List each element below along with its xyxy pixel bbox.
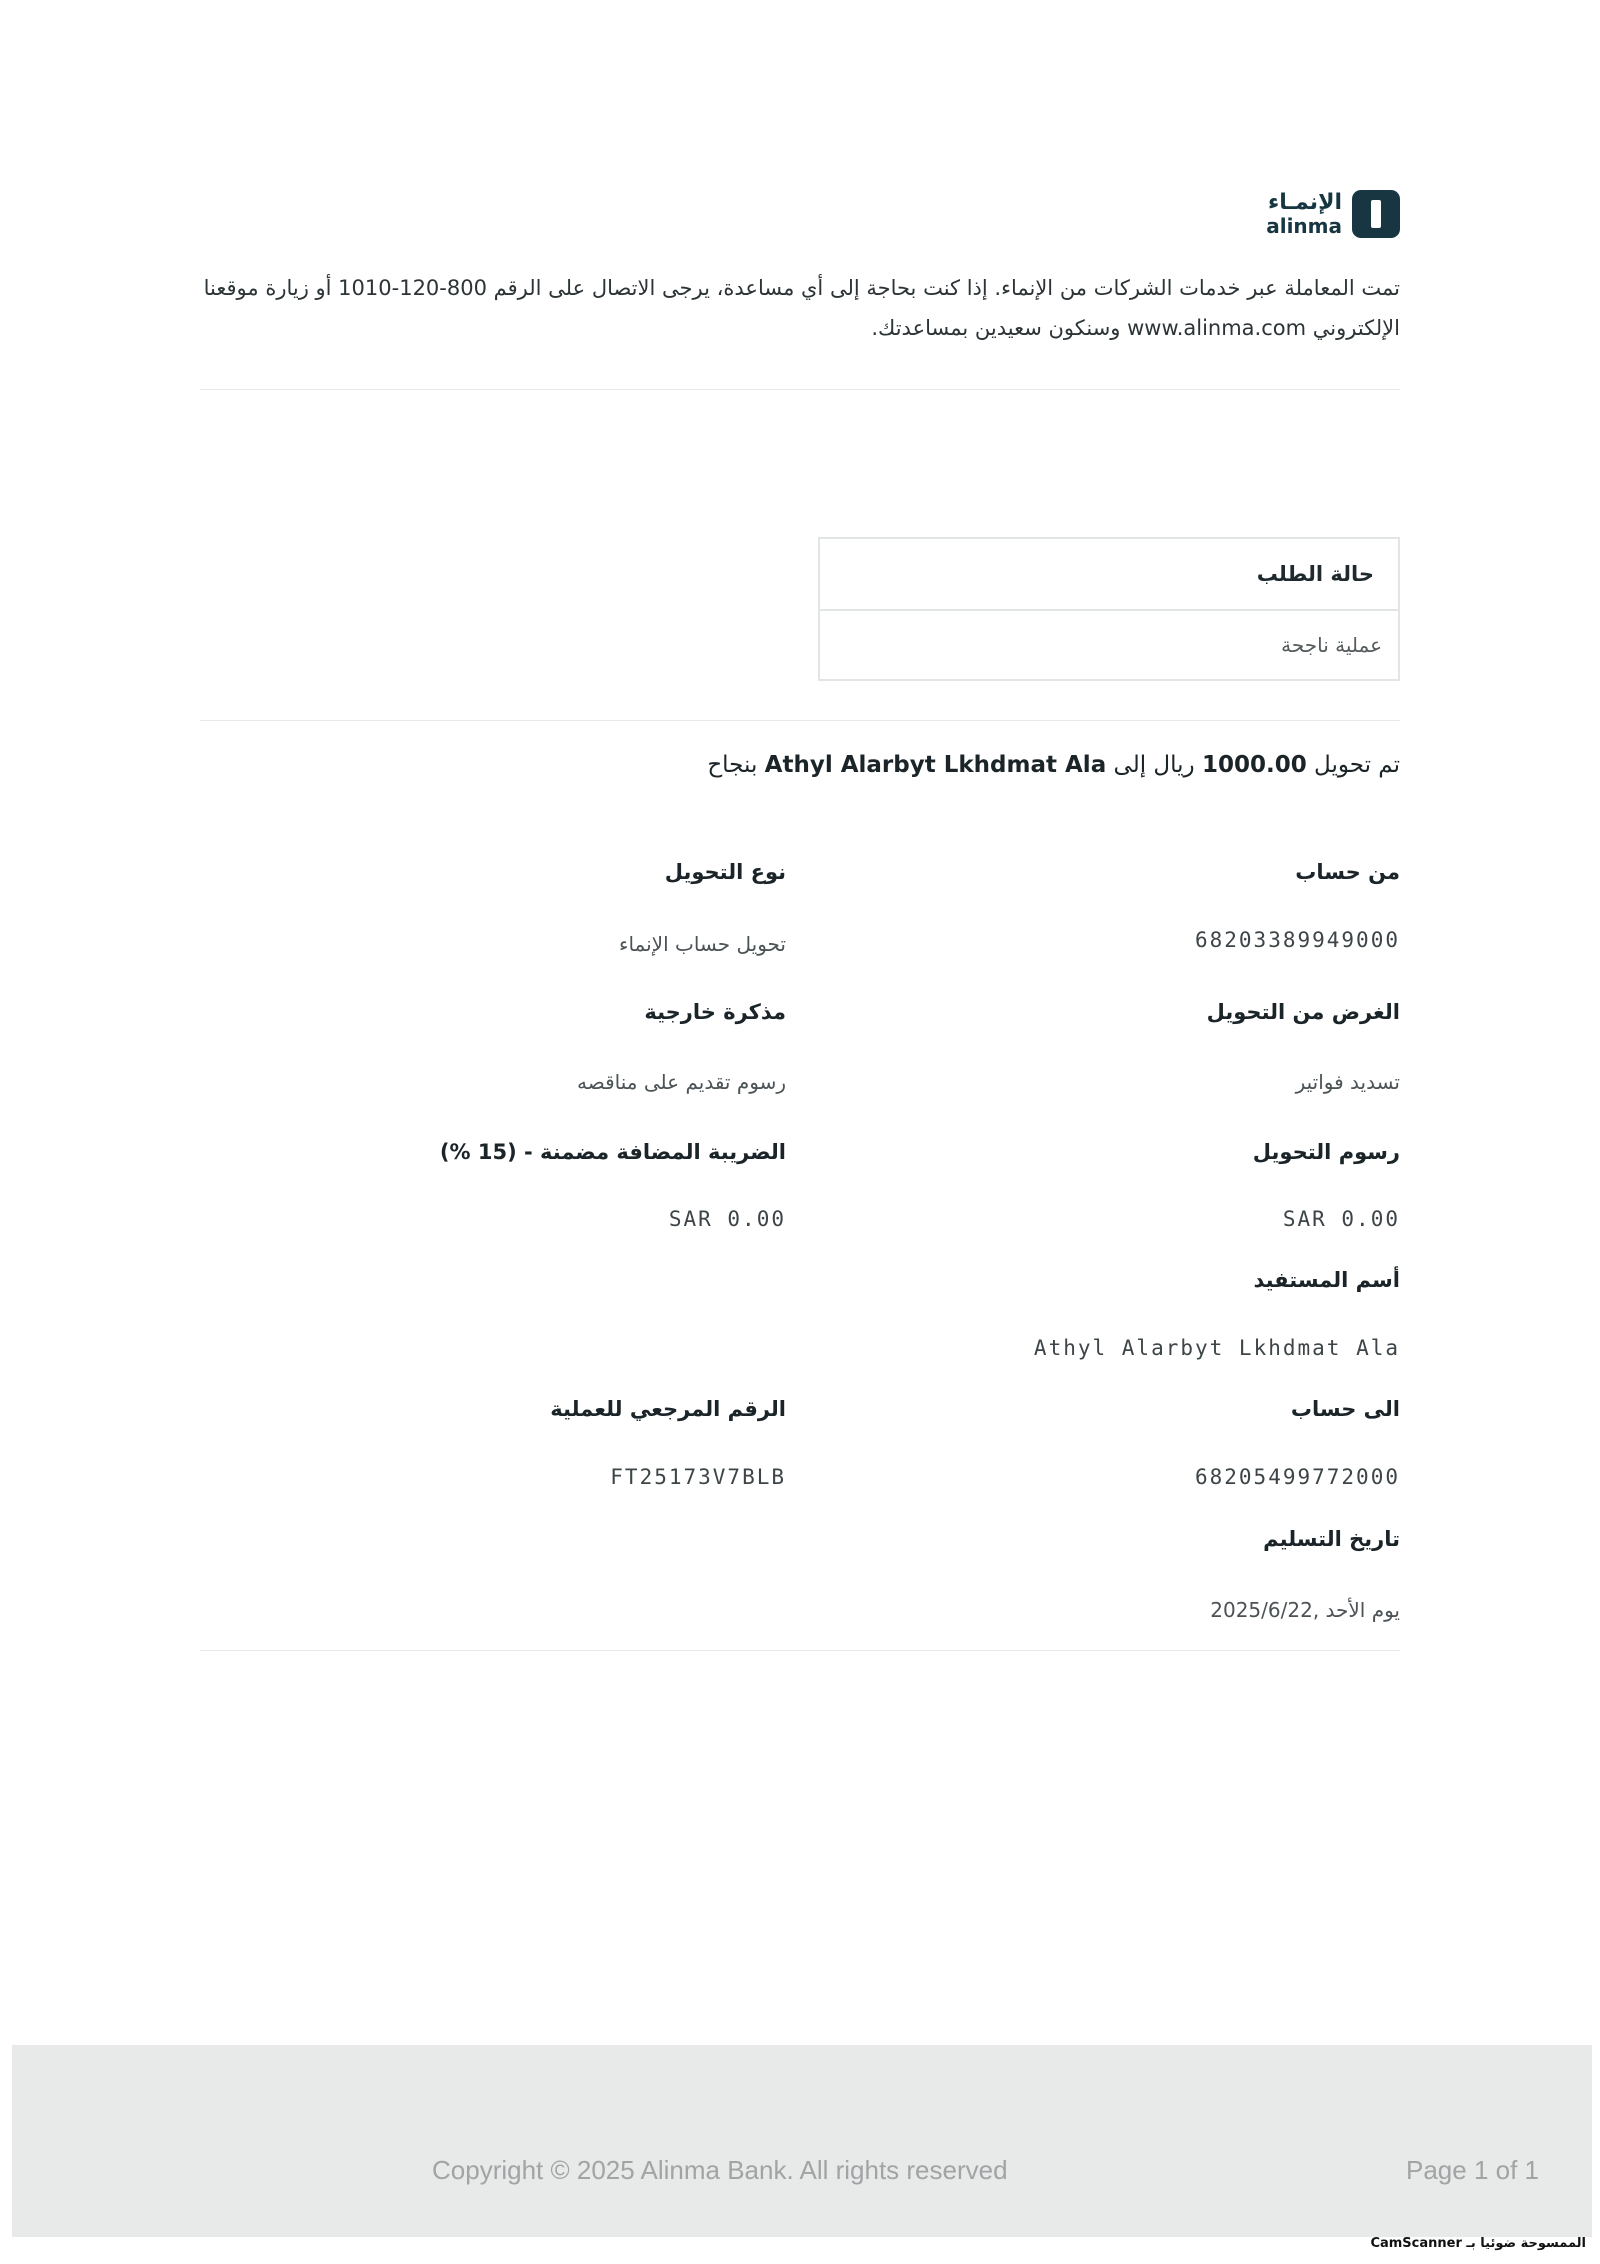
external-memo-label: مذكرة خارجية: [644, 1000, 786, 1024]
purpose-value: تسديد فواتير: [1295, 1070, 1400, 1094]
beneficiary-name-label: أسم المستفيد: [1253, 1268, 1400, 1292]
copyright-text: Copyright © 2025 Alinma Bank. All rights reserved: [432, 2155, 1008, 2185]
summary-amount: 1000.00: [1201, 752, 1307, 778]
delivery-date-value: يوم الأحد ,2025/6/22: [1210, 1598, 1400, 1622]
beneficiary-name-value: Athyl Alarbyt Lkhdmat Ala: [1033, 1336, 1400, 1360]
status-value: عملية ناجحة: [1281, 633, 1382, 657]
transfer-type-label: نوع التحويل: [664, 860, 786, 884]
footer-bar: [12, 2045, 1592, 2237]
purpose-label: الغرض من التحويل: [1206, 1000, 1400, 1024]
intro-text: تمت المعاملة عبر خدمات الشركات من الإنماء. إذا كنت بحاجة إلى أي مساعدة، يرجى الاتصال على الرقم 800-120-1010 أو زيارة موقعنا الإلكتروني www.alinma.com وسنكون سعيدين بمساعدتك.: [203, 276, 1400, 340]
request-status-box: [818, 537, 1400, 681]
summary-suffix: بنجاح: [707, 752, 765, 778]
from-account-value: 68203389949000: [1194, 928, 1400, 952]
divider: [200, 389, 1400, 390]
summary-middle: ريال إلى: [1106, 752, 1202, 778]
to-account-label: الى حساب: [1290, 1397, 1400, 1421]
summary-prefix: تم تحويل: [1306, 752, 1400, 778]
external-memo-value: رسوم تقديم على مناقصه: [577, 1070, 786, 1094]
alinma-logo: [1266, 188, 1400, 240]
transfer-fees-label: رسوم التحويل: [1252, 1140, 1400, 1164]
transfer-summary: [200, 752, 1400, 778]
summary-beneficiary: Athyl Alarbyt Lkhdmat Ala: [764, 752, 1107, 778]
reference-label: الرقم المرجعي للعملية: [550, 1397, 786, 1421]
from-account-label: من حساب: [1295, 860, 1400, 884]
page-number: Page 1 of 1: [1406, 2155, 1539, 2185]
logo-arabic: الإنمـاء: [1268, 190, 1342, 215]
divider: [200, 1650, 1400, 1651]
to-account-value: 68205499772000: [1194, 1465, 1400, 1489]
status-label: حالة الطلب: [820, 539, 1398, 611]
reference-value: FT25173V7BLB: [610, 1465, 786, 1489]
divider: [200, 720, 1400, 721]
delivery-date-label: تاريخ التسليم: [1263, 1527, 1400, 1551]
transfer-fees-value: SAR 0.00: [1282, 1207, 1400, 1231]
vat-value: SAR 0.00: [668, 1207, 786, 1231]
alinma-logo-icon: [1352, 190, 1400, 238]
logo-english: alinma: [1266, 214, 1342, 238]
transfer-type-value: تحويل حساب الإنماء: [619, 932, 786, 956]
vat-label: الضريبة المضافة مضمنة - (15 %): [439, 1140, 786, 1164]
scanner-watermark: الممسوحة ضوئيا بـ CamScanner: [1370, 2236, 1586, 2251]
